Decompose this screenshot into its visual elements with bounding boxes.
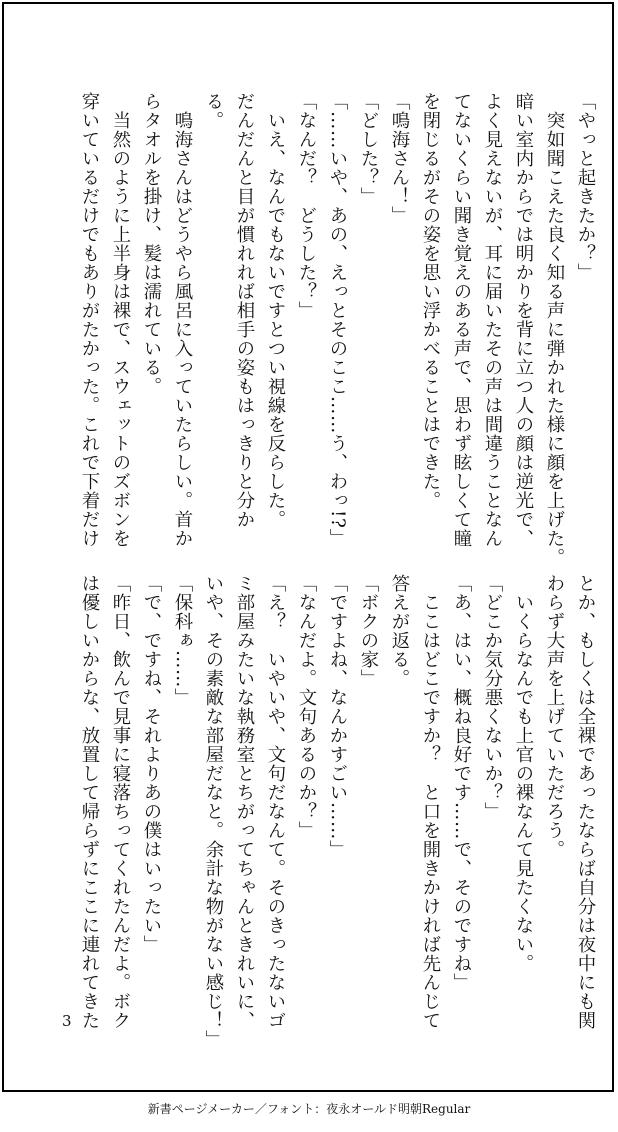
- text-line: 「あ、はい、概ね良好です……で、そのですね」: [451, 574, 472, 992]
- text-line: 当然のように上半身は裸で、スウェットのズボンを: [110, 92, 131, 548]
- text-line: いくらなんでも上官の裸なんて見たくない。: [513, 574, 534, 973]
- text-line: ミ部屋みたいな執務室とちがってちゃんときれいに、: [234, 574, 255, 1030]
- text-line: 答えが返る。: [389, 574, 410, 688]
- text-line: いえ、なんでもないですとつい視線を反らした。: [265, 92, 286, 529]
- lower-text-column: [74, 574, 601, 1049]
- text-line: 「鳴海さん！」: [389, 92, 410, 225]
- text-line: 「……いや、あの、えっとそのここ……う、わっ!?」: [327, 92, 348, 548]
- text-line: 「保科ぁ……」: [172, 574, 193, 707]
- text-line: は優しいからな、放置して帰らずにここに連れてきた: [79, 574, 100, 1030]
- text-line: 暗い室内からでは明かりを背に立つ人の顔は逆光で、: [513, 92, 534, 548]
- text-line: 「どした？」: [358, 92, 379, 206]
- text-line: ここはどこですか？ と口を開きかければ先んじて: [420, 574, 441, 1030]
- text-line: 「え？ いやいや、文句だなんて。そのきったないゴ: [265, 574, 286, 1030]
- text-line: 鳴海さんはどうやら風呂に入っていたらしい。首か: [172, 92, 193, 548]
- text-line: 「どこか気分悪くないか？」: [482, 574, 503, 821]
- text-line: 穿いているだけでもありがたかった。これで下着だけ: [79, 92, 100, 548]
- text-line: 「ですよね、なんかすごい……」: [327, 574, 348, 859]
- text-line: 「なんだ？ どうした？」: [296, 92, 317, 320]
- text-line: だんだんと目が慣れれば相手の姿もはっきりと分か: [234, 92, 255, 529]
- text-line: 「で、ですね、それよりあの僕はいったい」: [141, 574, 162, 954]
- text-line: 「やっと起きたか？」: [575, 92, 596, 282]
- text-line: る。: [203, 92, 224, 130]
- text-line: よく見えないが、耳に届いたその声は間違うことなん: [482, 92, 503, 548]
- text-line: てないくらい聞き覚えのある声で、思わず眩しくて瞳: [451, 92, 472, 548]
- upper-text-column: [74, 92, 601, 567]
- text-line: わらず大声を上げていただろう。: [544, 574, 565, 859]
- page-frame: [2, 2, 614, 1092]
- page-number: 3: [62, 1012, 72, 1030]
- text-line: 突如聞こえた良く知る声に弾かれた様に顔を上げた。: [544, 92, 565, 567]
- text-line: とか、もしくは全裸であったならば自分は夜中にも関: [575, 574, 596, 1030]
- text-line: を閉じるがその姿を思い浮かべることはできた。: [420, 92, 441, 510]
- text-line: 「なんだよ。文句あるのか？」: [296, 574, 317, 840]
- text-line: 「ボクの家」: [358, 574, 379, 688]
- footer-caption: 新書ページメーカー／フォント：夜永オールド明朝Regular: [147, 1102, 471, 1116]
- text-line: いや、その素敵な部屋だなと。余計な物がない感じ！」: [203, 574, 224, 1049]
- text-line: 「昨日、飲んで見事に寝落ちってくれたんだよ。ボク: [110, 574, 131, 1030]
- text-line: らタオルを掛け、髪は濡れている。: [141, 92, 162, 396]
